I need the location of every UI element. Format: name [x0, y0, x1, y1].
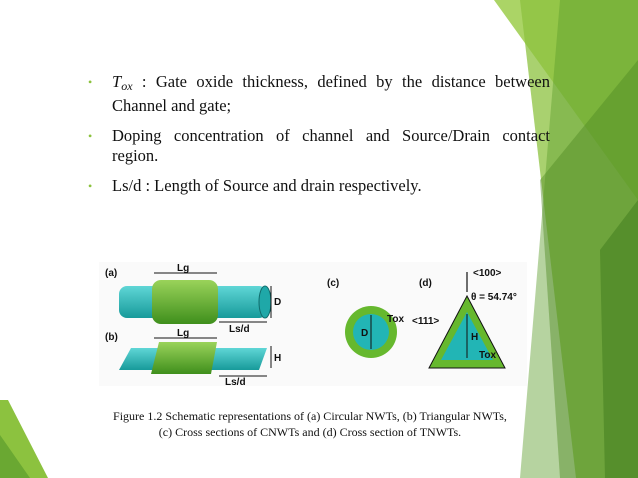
- bullet-text: : Gate oxide thickness, defined by the distance between Channel and gate;: [112, 72, 550, 115]
- nanowire-diagram: [99, 262, 527, 386]
- label-tox-c: Tox: [387, 314, 405, 325]
- wire-end-a: [259, 286, 271, 318]
- bullet-lsd: [88, 176, 550, 196]
- label-lsd-b: Ls/d: [225, 377, 246, 386]
- label-dir111: <111>: [412, 316, 440, 327]
- tox-symbol: T: [112, 72, 122, 91]
- caption-line-1: Figure 1.2 Schematic representations of (a) Circular NWTs, (b) Triangular NWTs,: [113, 409, 507, 423]
- label-h-d: H: [471, 332, 479, 343]
- label-tox-d: Tox: [479, 350, 497, 361]
- bullet-list: [88, 72, 550, 206]
- label-lg-a: Lg: [177, 263, 190, 274]
- gate-a: [152, 280, 218, 324]
- label-lg-b: Lg: [177, 328, 190, 339]
- bullet-text: Ls/d : Length of Source and drain respectively.: [112, 176, 422, 195]
- label-d-dim: D: [274, 297, 282, 308]
- tox-subscript: ox: [121, 79, 133, 93]
- bullet-text: Doping concentration of channel and Source/Drain contact region.: [112, 126, 550, 165]
- label-d: (d): [419, 278, 432, 289]
- label-b: (b): [105, 332, 118, 343]
- label-dir100: <100>: [473, 268, 502, 279]
- label-theta: θ = 54.74°: [471, 292, 517, 303]
- nanowire-figure: [99, 262, 527, 386]
- bullet-doping: [88, 126, 550, 166]
- figure-caption: [100, 408, 520, 440]
- bullet-tox: [88, 72, 550, 116]
- bullet-marker: •: [88, 179, 93, 193]
- label-h-dim: H: [274, 353, 282, 364]
- label-d-c: D: [361, 328, 369, 339]
- bullet-marker: •: [88, 75, 93, 89]
- caption-line-2: (c) Cross sections of CNWTs and (d) Cross section of TNWTs.: [158, 425, 462, 439]
- label-c: (c): [327, 278, 340, 289]
- label-a: (a): [105, 268, 118, 279]
- label-lsd-a: Ls/d: [229, 324, 250, 335]
- bullet-marker: •: [88, 129, 93, 143]
- gate-b: [151, 342, 217, 374]
